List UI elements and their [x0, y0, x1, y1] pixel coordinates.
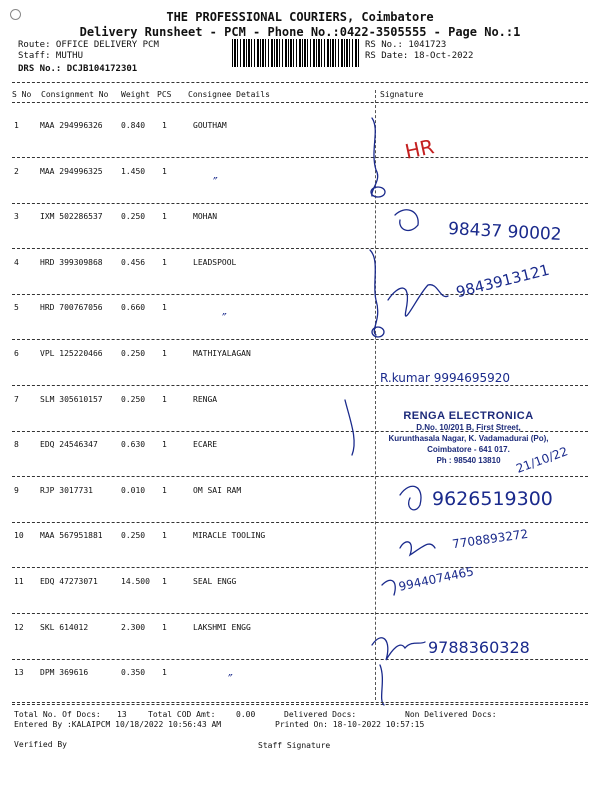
row-pcs: 1 [162, 531, 167, 541]
row-consignee: LAKSHMI ENGG [193, 622, 251, 632]
row-consignment: VPL 125220466 [40, 349, 103, 358]
signature-stroke [400, 542, 435, 555]
row-weight: 0.350 [121, 668, 146, 678]
col-sno: S No [12, 90, 32, 99]
row-consignee: MOHAN [193, 212, 218, 222]
row-consignment: IXM 502286537 [40, 212, 103, 222]
row-consignment: DPM 369616 [40, 668, 89, 678]
row-sno: 8 [14, 440, 19, 450]
row-consignee: LEADSPOOL [193, 257, 237, 267]
row-weight: 0.010 [121, 485, 146, 495]
row-pcs: 1 [162, 349, 167, 358]
row-pcs: 1 [162, 622, 167, 632]
row-weight: 0.250 [121, 394, 146, 404]
stamp-address-line: D.No. 10/201 B, First Street, [416, 423, 521, 432]
row-weight: 0.660 [121, 303, 146, 313]
entered-by: Entered By :KALAIPCM 10/18/2022 10:56:43 AM [14, 720, 222, 729]
row-pcs: 1 [162, 485, 167, 495]
row-consignee: RENGA [193, 394, 218, 404]
drs-number: DRS No.: DCJB104172301 [18, 64, 138, 74]
route-label: Route: OFFICE DELIVERY PCM [18, 40, 159, 50]
row-weight: 0.456 [121, 257, 146, 267]
col-consignee: Consignee Details [188, 90, 270, 99]
signature-stroke [372, 118, 378, 196]
signature-stroke [372, 638, 425, 660]
row-consignee: MIRACLE TOOLING [193, 531, 266, 541]
signature-stroke [380, 665, 384, 705]
hr-mark: HR [402, 134, 437, 164]
row-consignment: MAA 567951881 [40, 531, 103, 541]
row-pcs: 1 [162, 303, 167, 313]
handwritten-phone: 9843913121 [454, 260, 552, 302]
signature-stroke [370, 250, 378, 335]
stamp-address-line: Coimbatore - 641 017. [427, 445, 510, 454]
row-weight: 0.250 [121, 349, 146, 358]
row-consignment: HRD 700767056 [40, 303, 103, 313]
row-pcs: 1 [162, 257, 167, 267]
handwritten-phone: 7708893272 [451, 526, 529, 552]
row-sno: 5 [14, 303, 19, 313]
row-sno: 10 [14, 531, 24, 541]
row-sno: 6 [14, 349, 19, 358]
cod-value: 0.00 [236, 710, 256, 719]
row-pcs: 1 [162, 121, 167, 130]
row-pcs: 1 [162, 212, 167, 222]
col-signature: Signature [380, 90, 424, 99]
handwritten-phone: 9944074465 [397, 564, 475, 594]
row-consignment: SKL 614012 [40, 622, 89, 632]
row-sno: 12 [14, 622, 24, 632]
row-consignment: EDQ 24546347 [40, 440, 98, 450]
row-consignment: MAA 294996325 [40, 166, 103, 176]
divider [12, 702, 588, 703]
staff-signature: Staff Signature [258, 741, 331, 750]
row-weight: 1.450 [121, 166, 146, 176]
row-consignee: SEAL ENGG [193, 577, 237, 586]
row-sno: 4 [14, 257, 19, 267]
row-pcs: 1 [162, 440, 167, 450]
signature-stroke [400, 486, 421, 510]
row-weight: 2.300 [121, 622, 146, 632]
delivered-docs-label: Delivered Docs: [284, 710, 357, 719]
handwritten-name-phone: R.kumar 9994695920 [380, 371, 511, 385]
company-stamp [376, 410, 561, 466]
row-consignment: EDQ 47273071 [40, 577, 98, 586]
row-consignment: MAA 294996326 [40, 121, 103, 130]
signature-stroke [382, 580, 395, 595]
printed-on: Printed On: 18-10-2022 10:57:15 [275, 720, 425, 729]
staff-label: Staff: MUTHU [18, 51, 84, 61]
row-weight: 0.250 [121, 531, 146, 541]
signature-stroke [395, 210, 418, 231]
row-consignment: SLM 305610157 [40, 394, 103, 404]
stamp-phone: Ph : 98540 13810 [436, 456, 501, 465]
signature-stroke [345, 400, 354, 455]
handwritten-phone: 98437 90002 [447, 219, 563, 245]
row-pcs: 1 [162, 668, 167, 678]
runsheet-subtitle: Delivery Runsheet - PCM - Phone No.:0422-3505555 - Page No.:1 [79, 25, 521, 39]
row-weight: 0.630 [121, 440, 146, 450]
col-weight: Weight [121, 90, 150, 99]
col-consignment: Consignment No [41, 90, 109, 99]
row-sno: 11 [14, 577, 24, 586]
row-consignment: HRD 399309868 [40, 257, 103, 267]
stamp-name: RENGA ELECTRONICA [403, 410, 534, 422]
row-consignee: GOUTHAM [193, 121, 227, 130]
row-sno: 7 [14, 394, 19, 404]
row-consignee: OM SAI RAM [193, 485, 242, 495]
ditto-mark: ″ [228, 673, 233, 688]
ditto-mark: ″ [222, 312, 227, 327]
total-docs-value: 13 [117, 710, 127, 719]
row-sno: 1 [14, 121, 19, 130]
row-pcs: 1 [162, 577, 167, 586]
row-consignee: MATHIYALAGAN [193, 349, 251, 358]
row-sno: 9 [14, 485, 19, 495]
row-sno: 2 [14, 166, 19, 176]
col-pcs: PCS [157, 90, 172, 99]
rs-number: RS No.: 1041723 [365, 40, 447, 50]
handwritten-phone: 9626519300 [432, 488, 553, 510]
verified-by: Verified By [14, 740, 67, 749]
total-docs-label: Total No. Of Docs: [14, 710, 101, 719]
row-consignee: ECARE [193, 440, 218, 450]
signature-stroke [371, 187, 385, 197]
handwritten-phone: 9788360328 [428, 638, 530, 657]
company-title: THE PROFESSIONAL COURIERS, Coimbatore [166, 10, 434, 24]
non-delivered-docs-label: Non Delivered Docs: [405, 710, 497, 719]
row-weight: 0.250 [121, 212, 146, 222]
rs-date: RS Date: 18-Oct-2022 [365, 51, 474, 61]
row-weight: 14.500 [121, 577, 150, 586]
cod-label: Total COD Amt: [148, 710, 216, 719]
handwritten-date: 21/10/22 [514, 444, 570, 476]
row-pcs: 1 [162, 394, 167, 404]
row-sno: 3 [14, 212, 19, 222]
signature-stroke [388, 285, 448, 316]
row-weight: 0.840 [121, 121, 146, 130]
ditto-mark: ″ [213, 176, 218, 191]
row-pcs: 1 [162, 166, 167, 176]
row-consignment: RJP 3017731 [40, 485, 93, 495]
stamp-address-line: Kurunthasala Nagar, K. Vadamadurai (Po), [388, 434, 549, 443]
row-sno: 13 [14, 668, 24, 678]
